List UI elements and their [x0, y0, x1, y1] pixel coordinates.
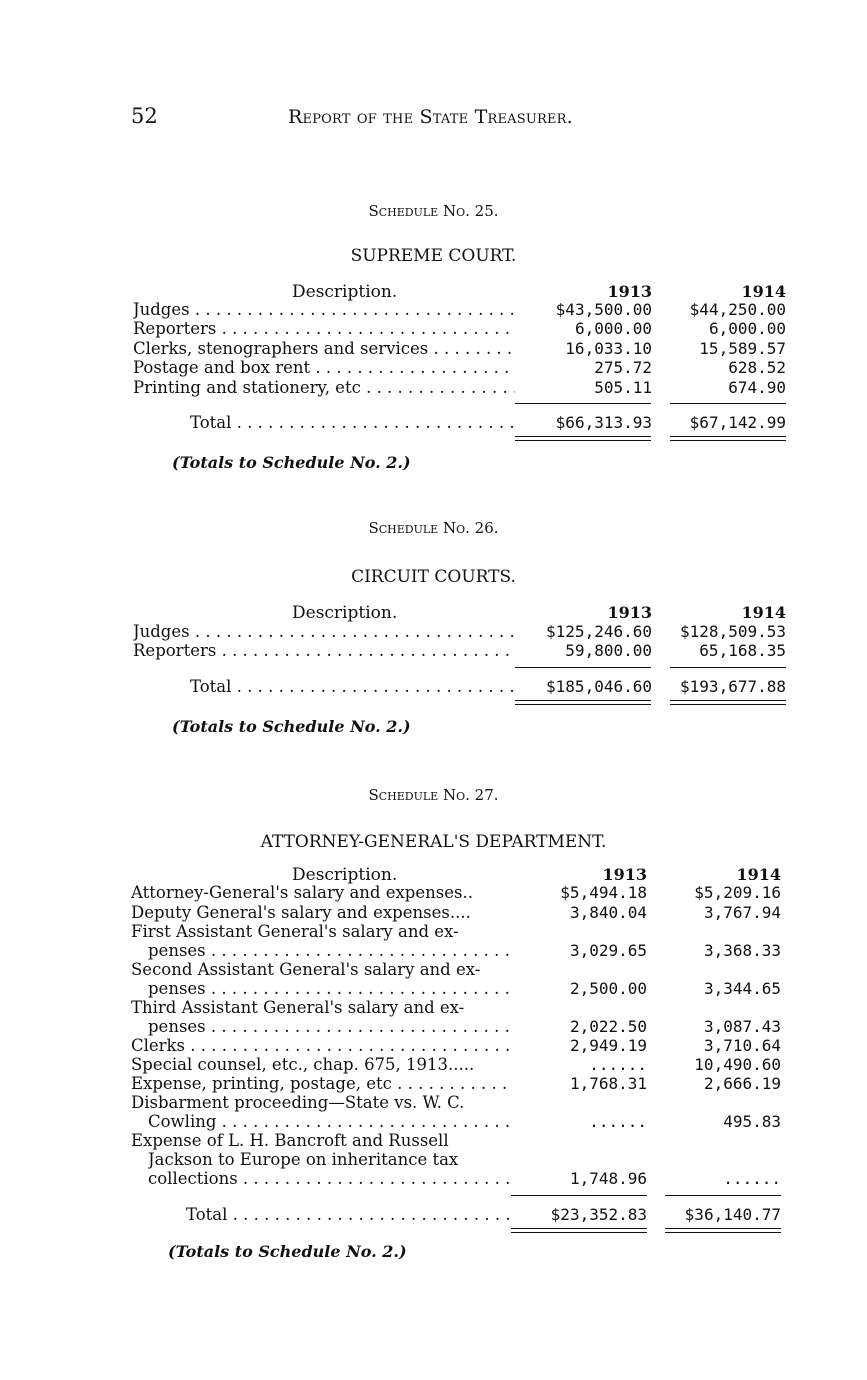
row-value-1914: 674.90 [728, 378, 786, 397]
total-label: Total . . . [190, 677, 515, 696]
row-description: Deputy General's salary and expenses.... [131, 903, 471, 922]
row-description: Disbarment proceeding—State vs. W. C. [131, 1093, 465, 1112]
row-value-1913: 6,000.00 [574, 319, 652, 338]
table-row [0, 622, 867, 642]
row-value-1914: 6,000.00 [708, 319, 786, 338]
totals-note: (Totals to Schedule No. 2.) [168, 1242, 407, 1261]
column-header-1913: 1913 [607, 282, 652, 301]
row-description: Special counsel, etc., chap. 675, 1913..... [131, 1055, 475, 1074]
row-description: Third Assistant General's salary and ex- [131, 998, 465, 1017]
totals-note: (Totals to Schedule No. 2.) [172, 717, 411, 736]
total-value-1914: $36,140.77 [684, 1205, 781, 1224]
row-description: Clerks, stenographers and services . . . [133, 339, 515, 358]
column-header-1913: 1913 [602, 865, 647, 884]
table-row [0, 1112, 867, 1132]
table-row [0, 941, 867, 961]
row-value-1913: $5,494.18 [560, 883, 647, 902]
row-description: Second Assistant General's salary and ex- [131, 960, 481, 979]
row-description: Judges . . . [133, 622, 515, 641]
row-value-1913: 59,800.00 [565, 641, 652, 660]
subtotal-rule [511, 1195, 647, 1196]
totals-note: (Totals to Schedule No. 2.) [172, 453, 411, 472]
row-value-1913: 1,748.96 [569, 1169, 647, 1188]
row-value-1913: 3,840.04 [569, 903, 647, 922]
table-row [0, 641, 867, 661]
row-description: penses . . . [148, 941, 515, 960]
total-double-rule [665, 1228, 781, 1233]
row-value-1914: $128,509.53 [680, 622, 786, 641]
column-header-1914: 1914 [736, 865, 781, 884]
table-row [0, 1150, 867, 1170]
column-header-row [0, 603, 867, 623]
row-description: First Assistant General's salary and ex- [131, 922, 459, 941]
table-row [0, 1093, 867, 1113]
subtotal-rule [670, 403, 786, 404]
total-row [0, 413, 867, 433]
row-value-1914: 15,589.57 [699, 339, 786, 358]
column-header-row [0, 865, 867, 885]
column-header-description: Description. [292, 282, 398, 302]
row-value-1913: ...... [589, 1055, 647, 1074]
schedule-label: Schedule No. 27. [368, 786, 499, 804]
row-description: Reporters . . . [133, 641, 515, 660]
subtotal-rule [515, 667, 651, 668]
row-value-1914: 2,666.19 [703, 1074, 781, 1093]
table-row [0, 998, 867, 1018]
row-description: penses . . . [148, 1017, 515, 1036]
page-number: 52 [131, 104, 158, 128]
row-value-1913: $125,246.60 [546, 622, 652, 641]
column-header-1913: 1913 [607, 603, 652, 622]
table-row [0, 319, 867, 339]
table-row [0, 883, 867, 903]
row-value-1913: 3,029.65 [569, 941, 647, 960]
table-row [0, 300, 867, 320]
table-row [0, 903, 867, 923]
total-value-1913: $185,046.60 [546, 677, 652, 696]
row-description: Attorney-General's salary and expenses.. [131, 883, 473, 902]
section-title: SUPREME COURT. [350, 246, 517, 266]
row-value-1913: 16,033.10 [565, 339, 652, 358]
row-description: Printing and stationery, etc . . . [133, 378, 515, 397]
column-header-description: Description. [292, 865, 398, 885]
column-header-1914: 1914 [741, 282, 786, 301]
row-value-1913: 2,022.50 [569, 1017, 647, 1036]
table-row [0, 1131, 867, 1151]
total-double-rule [515, 700, 651, 705]
total-label: Total . . . [190, 413, 515, 432]
row-value-1913: 275.72 [594, 358, 652, 377]
row-value-1914: $5,209.16 [694, 883, 781, 902]
row-description: Expense of L. H. Bancroft and Russell [131, 1131, 449, 1150]
row-value-1913: 505.11 [594, 378, 652, 397]
row-description: penses . . . [148, 979, 515, 998]
row-description: Expense, printing, postage, etc . . . [131, 1074, 513, 1093]
row-value-1914: 3,368.33 [703, 941, 781, 960]
subtotal-rule [670, 667, 786, 668]
table-row [0, 1169, 867, 1189]
table-row [0, 1017, 867, 1037]
row-description: Clerks . . . [131, 1036, 513, 1055]
table-row [0, 339, 867, 359]
total-value-1913: $66,313.93 [555, 413, 652, 432]
total-value-1914: $67,142.99 [689, 413, 786, 432]
row-value-1914: ...... [723, 1169, 781, 1188]
section-title: ATTORNEY-GENERAL'S DEPARTMENT. [260, 832, 607, 852]
row-value-1913: 2,949.19 [569, 1036, 647, 1055]
table-row [0, 358, 867, 378]
subtotal-rule [665, 1195, 781, 1196]
row-value-1914: 495.83 [723, 1112, 781, 1131]
row-description: Judges . . . [133, 300, 515, 319]
total-double-rule [670, 700, 786, 705]
total-double-rule [670, 436, 786, 441]
section-title: CIRCUIT COURTS. [351, 567, 516, 587]
row-value-1914: 3,767.94 [703, 903, 781, 922]
total-double-rule [515, 436, 651, 441]
total-double-rule [511, 1228, 647, 1233]
row-value-1914: 10,490.60 [694, 1055, 781, 1074]
running-title: Report of the State Treasurer. [288, 106, 573, 128]
table-row [0, 922, 867, 942]
row-value-1914: $44,250.00 [689, 300, 786, 319]
row-description: Reporters . . . [133, 319, 515, 338]
row-value-1914: 65,168.35 [699, 641, 786, 660]
schedule-label: Schedule No. 26. [368, 519, 499, 537]
schedule-label: Schedule No. 25. [368, 202, 499, 220]
row-value-1913: 1,768.31 [569, 1074, 647, 1093]
table-row [0, 1055, 867, 1075]
total-value-1913: $23,352.83 [550, 1205, 647, 1224]
column-header-description: Description. [292, 603, 398, 623]
column-header-row [0, 282, 867, 302]
total-value-1914: $193,677.88 [680, 677, 786, 696]
row-value-1914: 628.52 [728, 358, 786, 377]
column-header-1914: 1914 [741, 603, 786, 622]
row-value-1914: 3,087.43 [703, 1017, 781, 1036]
total-row [0, 1205, 867, 1225]
row-description: Jackson to Europe on inheritance tax [148, 1150, 459, 1169]
subtotal-rule [515, 403, 651, 404]
row-value-1913: $43,500.00 [555, 300, 652, 319]
row-description: Postage and box rent . . . [133, 358, 515, 377]
total-row [0, 677, 867, 697]
table-row [0, 378, 867, 398]
table-row [0, 960, 867, 980]
table-row [0, 1036, 867, 1056]
row-value-1913: 2,500.00 [569, 979, 647, 998]
total-label: Total . . . [186, 1205, 511, 1224]
row-description: Cowling . . . [148, 1112, 515, 1131]
row-value-1914: 3,344.65 [703, 979, 781, 998]
table-row [0, 979, 867, 999]
table-row [0, 1074, 867, 1094]
row-description: collections . . . [148, 1169, 515, 1188]
row-value-1913: ...... [589, 1112, 647, 1131]
row-value-1914: 3,710.64 [703, 1036, 781, 1055]
